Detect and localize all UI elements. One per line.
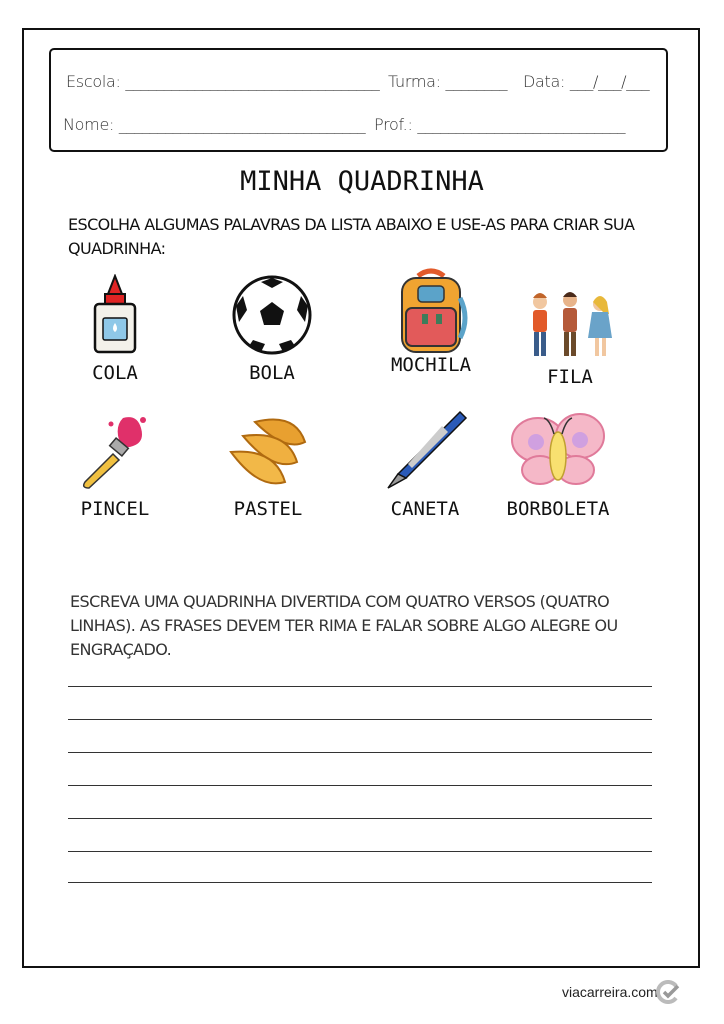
word-item-pastel — [198, 412, 338, 520]
word-item-fila — [500, 280, 640, 388]
word-label: CANETA — [390, 498, 460, 520]
footer-brand: viacarreira.com — [562, 984, 658, 1000]
writing-line[interactable] — [68, 719, 652, 720]
instruction-text: ESCOLHA ALGUMAS PALAVRAS DA LISTA ABAIXO E USE-AS PARA CRIAR SUA QUADRINHA: — [68, 215, 635, 258]
word-item-caneta — [355, 408, 495, 520]
butterfly-icon — [508, 412, 608, 492]
writing-line[interactable] — [68, 818, 652, 819]
paintbrush-icon — [75, 412, 155, 492]
children-queue-icon — [520, 280, 620, 362]
task-text: ESCREVA UMA QUADRINHA DIVERTIDA COM QUATRO VERSOS (QUATRO LINHAS). AS FRASES DEVEM TER RIMA E FALAR SOBRE ALGO ALEGRE OU ENGRAÇADO. — [70, 592, 618, 659]
pen-icon — [382, 408, 468, 492]
glue-icon — [75, 274, 155, 356]
backpack-icon — [388, 268, 474, 356]
writing-line[interactable] — [68, 686, 652, 687]
prof-field[interactable]: Prof.: ___________________________ — [374, 115, 626, 134]
word-label: BOLA — [249, 362, 295, 384]
turma-field[interactable]: Turma: ________ — [388, 72, 508, 91]
nome-field[interactable]: Nome: ________________________________ — [63, 115, 366, 134]
writing-line[interactable] — [68, 851, 652, 852]
data-field[interactable]: Data: ___/___/___ — [523, 72, 650, 91]
escola-field[interactable]: Escola: _________________________________ — [66, 72, 380, 91]
page-title: MINHA QUADRINHA — [240, 166, 484, 197]
word-label: FILA — [547, 366, 593, 388]
word-label: COLA — [92, 362, 138, 384]
header-box — [49, 48, 668, 152]
word-item-borboleta — [488, 412, 628, 520]
word-label: PASTEL — [233, 498, 303, 520]
word-label: PINCEL — [80, 498, 150, 520]
writing-line[interactable] — [68, 752, 652, 753]
soccer-ball-icon — [231, 274, 313, 356]
checkmark-logo-icon — [656, 980, 680, 1004]
word-item-cola — [45, 274, 185, 384]
pastel-icon — [225, 412, 311, 492]
word-item-pincel — [45, 412, 185, 520]
writing-line[interactable] — [68, 785, 652, 786]
word-item-bola — [202, 274, 342, 384]
writing-line[interactable] — [68, 882, 652, 883]
word-item-mochila — [361, 268, 501, 376]
word-label: BORBOLETA — [506, 498, 610, 520]
word-label: MOCHILA — [390, 354, 472, 376]
